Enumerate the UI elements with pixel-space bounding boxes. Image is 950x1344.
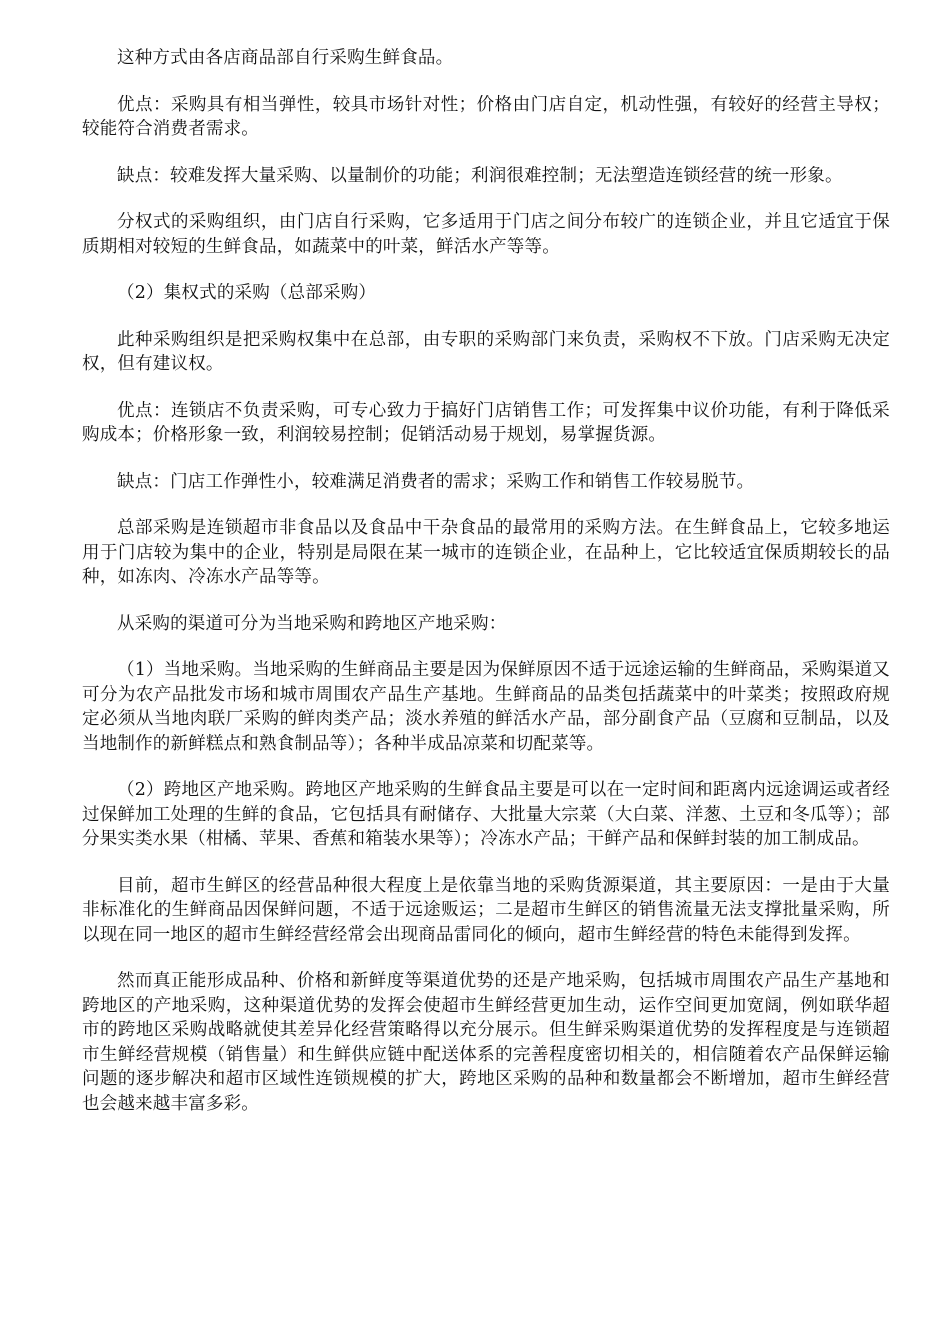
paragraph-channel-intro: 从采购的渠道可分为当地采购和跨地区产地采购： bbox=[117, 613, 507, 634]
document-page bbox=[82, 46, 890, 1138]
paragraph-centralized-definition: 此种采购组织是把采购权集中在总部，由专职的采购部门来负责，采购权不下放。门店采购无决定权，但有建议权。 bbox=[82, 329, 890, 374]
section-heading-centralized: （2）集权式的采购（总部采购） bbox=[117, 283, 377, 303]
paragraph-decentralized-summary: 分权式的采购组织，由门店自行采购，它多适用于门店之间分布较广的连锁企业，并且它适宜于保质期相对较短的生鲜食品，如蔬菜中的叶菜，鲜活水产等等。 bbox=[82, 212, 890, 257]
paragraph-disadvantages-decentralized: 缺点：较难发挥大量采购、以量制价的功能；利润很难控制；无法塑造连锁经营的统一形象。 bbox=[117, 165, 843, 186]
paragraph-disadvantages-centralized: 缺点：门店工作弹性小，较难满足消费者的需求；采购工作和销售工作较易脱节。 bbox=[117, 471, 755, 492]
paragraph-local-procurement: （1）当地采购。当地采购的生鲜商品主要是因为保鲜原因不适于远途运输的生鲜商品，采购渠道又可分为农产品批发市场和城市周围农产品生产基地。生鲜商品的品类包括蔬菜中的叶菜类；按照政府规定必须从当地肉联厂采购的鲜肉类产品；淡水养殖的鲜活水产品，部分副食产品（豆腐和豆制品，以及当地制作的新鲜糕点和熟食制品等）；各种半成品凉菜和切配菜等。 bbox=[82, 660, 890, 754]
paragraph-advantages-decentralized: 优点：采购具有相当弹性，较具市场针对性；价格由门店自定，机动性强，有较好的经营主导权；较能符合消费者需求。 bbox=[82, 94, 890, 139]
paragraph-current-situation: 目前，超市生鲜区的经营品种很大程度上是依靠当地的采购货源渠道，其主要原因：一是由于大量非标准化的生鲜商品因保鲜问题，不适于远途贩运；二是超市生鲜区的销售流量无法支撑批量采购，所以现在同一地区的超市生鲜经营经常会出现商品雷同化的倾向，超市生鲜经营的特色未能得到发挥。 bbox=[82, 875, 890, 945]
paragraph-origin-advantage: 然而真正能形成品种、价格和新鲜度等渠道优势的还是产地采购，包括城市周围农产品生产基地和跨地区的产地采购，这种渠道优势的发挥会使超市生鲜经营更加生动，运作空间更加宽阔，例如联华超市的跨地区采购战略就使其差异化经营策略得以充分展示。但生鲜采购渠道优势的发挥程度是与连锁超市生鲜经营规模（销售量）和生鲜供应链中配送体系的完善程度密切相关的，相信随着农产品保鲜运输问题的逐步解决和超市区域性连锁规模的扩大，跨地区采购的品种和数量都会不断增加，超市生鲜经营也会越来越丰富多彩。 bbox=[82, 971, 890, 1114]
paragraph-centralized-summary: 总部采购是连锁超市非食品以及食品中干杂食品的最常用的采购方法。在生鲜食品上，它较多地运用于门店较为集中的企业，特别是局限在某一城市的连锁企业，在品种上，它比较适宜保质期较长的品种，如冻肉、冷冻水产品等等。 bbox=[82, 518, 890, 587]
paragraph-store-procurement: 这种方式由各店商品部自行采购生鲜食品。 bbox=[117, 48, 454, 68]
paragraph-advantages-centralized: 优点：连锁店不负责采购，可专心致力于搞好门店销售工作；可发挥集中议价功能，有利于降低采购成本；价格形象一致，利润较易控制；促销活动易于规划，易掌握货源。 bbox=[82, 400, 890, 445]
paragraph-cross-region-procurement: （2）跨地区产地采购。跨地区产地采购的生鲜食品主要是可以在一定时间和距离内远途调运或者经过保鲜加工处理的生鲜的食品，它包括具有耐储存、大批量大宗菜（大白菜、洋葱、土豆和冬瓜等）；部分果实类水果（柑橘、苹果、香蕉和箱装水果等）；冷冻水产品；干鲜产品和保鲜封装的加工制成品。 bbox=[82, 780, 890, 849]
